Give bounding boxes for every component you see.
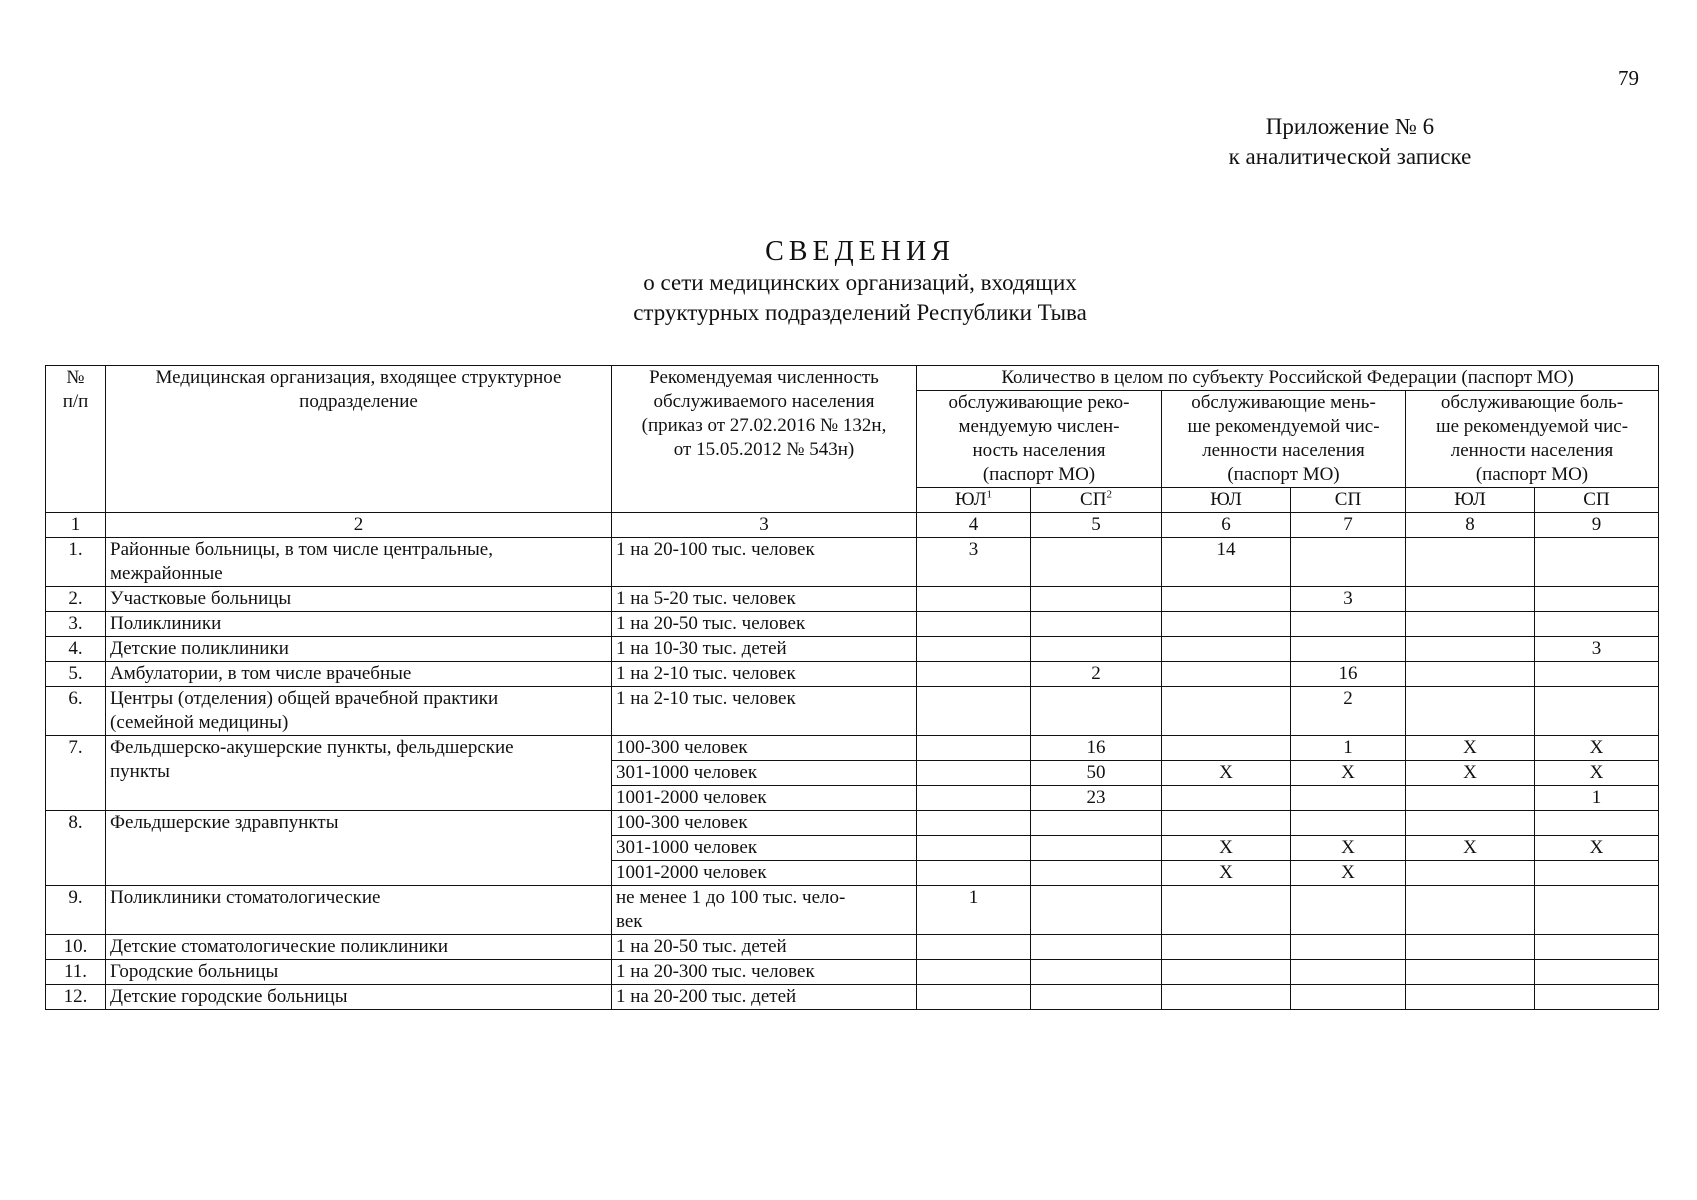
row-number: 5. bbox=[46, 662, 106, 687]
value-cell bbox=[1031, 587, 1162, 612]
recommended-cell: 301-1000 человек bbox=[612, 761, 917, 786]
organization-cell: Амбулатории, в том числе врачебные bbox=[106, 662, 612, 687]
value-cell bbox=[1031, 985, 1162, 1010]
column-number: 7 bbox=[1291, 513, 1406, 538]
value-cell bbox=[1535, 587, 1659, 612]
organization-cell: Детские городские больницы bbox=[106, 985, 612, 1010]
header-yul-1: $ЮЛ^1$ bbox=[917, 488, 1031, 513]
title-subtitle-1: о сети медицинских организаций, входящих bbox=[643, 270, 1077, 295]
value-cell bbox=[1031, 637, 1162, 662]
value-cell bbox=[1162, 587, 1291, 612]
value-cell bbox=[1031, 687, 1162, 736]
value-cell bbox=[917, 985, 1031, 1010]
value-cell: X bbox=[1291, 836, 1406, 861]
value-cell: 50 bbox=[1031, 761, 1162, 786]
recommended-cell: 1 на 5-20 тыс. человек bbox=[612, 587, 917, 612]
value-cell bbox=[917, 736, 1031, 761]
column-number: 8 bbox=[1406, 513, 1535, 538]
header-total-count: Количество в целом по субъекту Российской Федерации (паспорт МО) bbox=[917, 366, 1659, 391]
recommended-cell: 1 на 20-100 тыс. человек bbox=[612, 538, 917, 587]
table-row bbox=[46, 662, 1659, 687]
value-cell bbox=[917, 836, 1031, 861]
value-cell bbox=[1535, 985, 1659, 1010]
recommended-cell: 1 на 20-300 тыс. человек bbox=[612, 960, 917, 985]
value-cell bbox=[917, 960, 1031, 985]
value-cell bbox=[1162, 637, 1291, 662]
value-cell: X bbox=[1406, 836, 1535, 861]
value-cell bbox=[1162, 687, 1291, 736]
value-cell bbox=[1162, 960, 1291, 985]
value-cell bbox=[1406, 687, 1535, 736]
value-cell: 1 bbox=[917, 886, 1031, 935]
organization-cell: Городские больницы bbox=[106, 960, 612, 985]
row-number: 4. bbox=[46, 637, 106, 662]
header-yul-2: ЮЛ bbox=[1162, 488, 1291, 513]
column-number: 5 bbox=[1031, 513, 1162, 538]
table-row bbox=[46, 687, 1659, 736]
column-number: 3 bbox=[612, 513, 917, 538]
header-number: № п/п bbox=[46, 366, 106, 513]
value-cell bbox=[1406, 786, 1535, 811]
document-title bbox=[470, 236, 1250, 328]
value-cell: 16 bbox=[1291, 662, 1406, 687]
title-main: СВЕДЕНИЯ bbox=[765, 236, 955, 267]
value-cell bbox=[917, 786, 1031, 811]
value-cell bbox=[1162, 612, 1291, 637]
value-cell bbox=[1535, 886, 1659, 935]
value-cell bbox=[1031, 886, 1162, 935]
value-cell bbox=[1535, 811, 1659, 836]
value-cell bbox=[1162, 935, 1291, 960]
appendix-line-1: Приложение № 6 bbox=[1265, 114, 1435, 139]
value-cell bbox=[1031, 960, 1162, 985]
column-number: 2 bbox=[106, 513, 612, 538]
organization-cell: Районные больницы, в том числе центральные, межрайонные bbox=[106, 538, 612, 587]
header-group-recommended: обслуживающие реко- мендуемую числен- ность населения (паспорт МО) bbox=[917, 391, 1162, 488]
value-cell bbox=[1535, 538, 1659, 587]
header-recommended-population: Рекомендуемая численность обслуживаемого населения (приказ от 27.02.2016 № 132н, от 15.05.2012 № 543н) bbox=[612, 366, 917, 513]
value-cell bbox=[1291, 985, 1406, 1010]
value-cell bbox=[1031, 935, 1162, 960]
value-cell: X bbox=[1162, 861, 1291, 886]
table-row bbox=[46, 637, 1659, 662]
value-cell bbox=[1406, 935, 1535, 960]
value-cell bbox=[1535, 687, 1659, 736]
value-cell: 2 bbox=[1291, 687, 1406, 736]
row-number: 12. bbox=[46, 985, 106, 1010]
recommended-cell: 1001-2000 человек bbox=[612, 786, 917, 811]
medical-network-table bbox=[45, 365, 1659, 1010]
value-cell bbox=[1291, 886, 1406, 935]
value-cell bbox=[1291, 811, 1406, 836]
table-row bbox=[46, 612, 1659, 637]
column-number: 6 bbox=[1162, 513, 1291, 538]
page-number: 79 bbox=[1618, 66, 1639, 90]
value-cell bbox=[1406, 612, 1535, 637]
value-cell bbox=[1535, 612, 1659, 637]
value-cell bbox=[1031, 612, 1162, 637]
value-cell: X bbox=[1291, 861, 1406, 886]
appendix-line-2: к аналитической записке bbox=[1228, 144, 1472, 169]
row-number: 2. bbox=[46, 587, 106, 612]
recommended-cell: 100-300 человек bbox=[612, 811, 917, 836]
value-cell bbox=[1406, 637, 1535, 662]
value-cell bbox=[1162, 786, 1291, 811]
value-cell bbox=[1291, 935, 1406, 960]
organization-cell: Фельдшерско-акушерские пункты, фельдшерские пункты bbox=[106, 736, 612, 811]
value-cell: 16 bbox=[1031, 736, 1162, 761]
value-cell bbox=[1535, 935, 1659, 960]
table-row bbox=[46, 811, 1659, 836]
organization-cell: Центры (отделения) общей врачебной практики (семейной медицины) bbox=[106, 687, 612, 736]
header-organization: Медицинская организация, входящее структурное подразделение bbox=[106, 366, 612, 513]
value-cell bbox=[917, 587, 1031, 612]
row-number: 1. bbox=[46, 538, 106, 587]
table-row bbox=[46, 587, 1659, 612]
organization-cell: Фельдшерские здравпункты bbox=[106, 811, 612, 886]
value-cell bbox=[1406, 886, 1535, 935]
header-row-1 bbox=[46, 366, 1659, 391]
column-number: 1 bbox=[46, 513, 106, 538]
row-number: 8. bbox=[46, 811, 106, 886]
value-cell bbox=[917, 861, 1031, 886]
value-cell bbox=[1406, 960, 1535, 985]
value-cell: 2 bbox=[1031, 662, 1162, 687]
value-cell bbox=[1162, 662, 1291, 687]
row-number: 11. bbox=[46, 960, 106, 985]
value-cell bbox=[917, 935, 1031, 960]
header-sp-3: СП bbox=[1535, 488, 1659, 513]
value-cell: X bbox=[1406, 761, 1535, 786]
recommended-cell: 1 на 10-30 тыс. детей bbox=[612, 637, 917, 662]
column-number: 4 bbox=[917, 513, 1031, 538]
value-cell bbox=[1162, 736, 1291, 761]
value-cell bbox=[917, 687, 1031, 736]
value-cell bbox=[1406, 587, 1535, 612]
value-cell bbox=[917, 637, 1031, 662]
row-number: 6. bbox=[46, 687, 106, 736]
value-cell: X bbox=[1406, 736, 1535, 761]
value-cell: 3 bbox=[1291, 587, 1406, 612]
header-sp-2: СП bbox=[1291, 488, 1406, 513]
header-yul-3: ЮЛ bbox=[1406, 488, 1535, 513]
recommended-cell: 1001-2000 человек bbox=[612, 861, 917, 886]
organization-cell: Поликлиники стоматологические bbox=[106, 886, 612, 935]
title-subtitle-2: структурных подразделений Республики Тыва bbox=[633, 300, 1087, 325]
column-number: 9 bbox=[1535, 513, 1659, 538]
header-sp-1: $СП^2$ bbox=[1031, 488, 1162, 513]
recommended-cell: 1 на 20-50 тыс. человек bbox=[612, 612, 917, 637]
recommended-cell: 1 на 2-10 тыс. человек bbox=[612, 662, 917, 687]
value-cell: 1 bbox=[1535, 786, 1659, 811]
value-cell bbox=[917, 761, 1031, 786]
value-cell bbox=[917, 662, 1031, 687]
organization-cell: Поликлиники bbox=[106, 612, 612, 637]
value-cell: 14 bbox=[1162, 538, 1291, 587]
value-cell: 23 bbox=[1031, 786, 1162, 811]
value-cell: 3 bbox=[917, 538, 1031, 587]
recommended-cell: 100-300 человек bbox=[612, 736, 917, 761]
column-number-row bbox=[46, 513, 1659, 538]
row-number: 9. bbox=[46, 886, 106, 935]
value-cell bbox=[1291, 538, 1406, 587]
value-cell bbox=[1291, 960, 1406, 985]
value-cell bbox=[1406, 662, 1535, 687]
value-cell bbox=[1291, 786, 1406, 811]
value-cell: X bbox=[1535, 836, 1659, 861]
header-group-less: обслуживающие мень- ше рекомендуемой чис- ленности населения (паспорт МО) bbox=[1162, 391, 1406, 488]
value-cell bbox=[1535, 960, 1659, 985]
value-cell bbox=[1406, 861, 1535, 886]
value-cell: X bbox=[1162, 761, 1291, 786]
value-cell bbox=[1031, 811, 1162, 836]
table-row bbox=[46, 886, 1659, 935]
value-cell bbox=[1406, 985, 1535, 1010]
recommended-cell: 1 на 20-50 тыс. детей bbox=[612, 935, 917, 960]
value-cell bbox=[1291, 637, 1406, 662]
value-cell: X bbox=[1291, 761, 1406, 786]
value-cell bbox=[1031, 861, 1162, 886]
table-row bbox=[46, 960, 1659, 985]
table-row bbox=[46, 935, 1659, 960]
organization-cell: Детские поликлиники bbox=[106, 637, 612, 662]
value-cell bbox=[1291, 612, 1406, 637]
table-row bbox=[46, 985, 1659, 1010]
value-cell: X bbox=[1162, 836, 1291, 861]
value-cell bbox=[917, 612, 1031, 637]
value-cell bbox=[1162, 985, 1291, 1010]
value-cell bbox=[1535, 662, 1659, 687]
header-group-more: обслуживающие боль- ше рекомендуемой чис- ленности населения (паспорт МО) bbox=[1406, 391, 1659, 488]
value-cell bbox=[1162, 811, 1291, 836]
value-cell: 3 bbox=[1535, 637, 1659, 662]
value-cell bbox=[1031, 836, 1162, 861]
value-cell: X bbox=[1535, 736, 1659, 761]
row-number: 7. bbox=[46, 736, 106, 811]
appendix-note bbox=[1180, 112, 1520, 172]
recommended-cell: 301-1000 человек bbox=[612, 836, 917, 861]
row-number: 10. bbox=[46, 935, 106, 960]
table-row bbox=[46, 538, 1659, 587]
organization-cell: Детские стоматологические поликлиники bbox=[106, 935, 612, 960]
recommended-cell: не менее 1 до 100 тыс. чело- век bbox=[612, 886, 917, 935]
value-cell bbox=[1406, 538, 1535, 587]
table-row bbox=[46, 736, 1659, 761]
value-cell bbox=[1406, 811, 1535, 836]
organization-cell: Участковые больницы bbox=[106, 587, 612, 612]
value-cell: X bbox=[1535, 761, 1659, 786]
value-cell bbox=[1162, 886, 1291, 935]
value-cell bbox=[917, 811, 1031, 836]
value-cell: 1 bbox=[1291, 736, 1406, 761]
value-cell bbox=[1031, 538, 1162, 587]
row-number: 3. bbox=[46, 612, 106, 637]
recommended-cell: 1 на 20-200 тыс. детей bbox=[612, 985, 917, 1010]
recommended-cell: 1 на 2-10 тыс. человек bbox=[612, 687, 917, 736]
value-cell bbox=[1535, 861, 1659, 886]
